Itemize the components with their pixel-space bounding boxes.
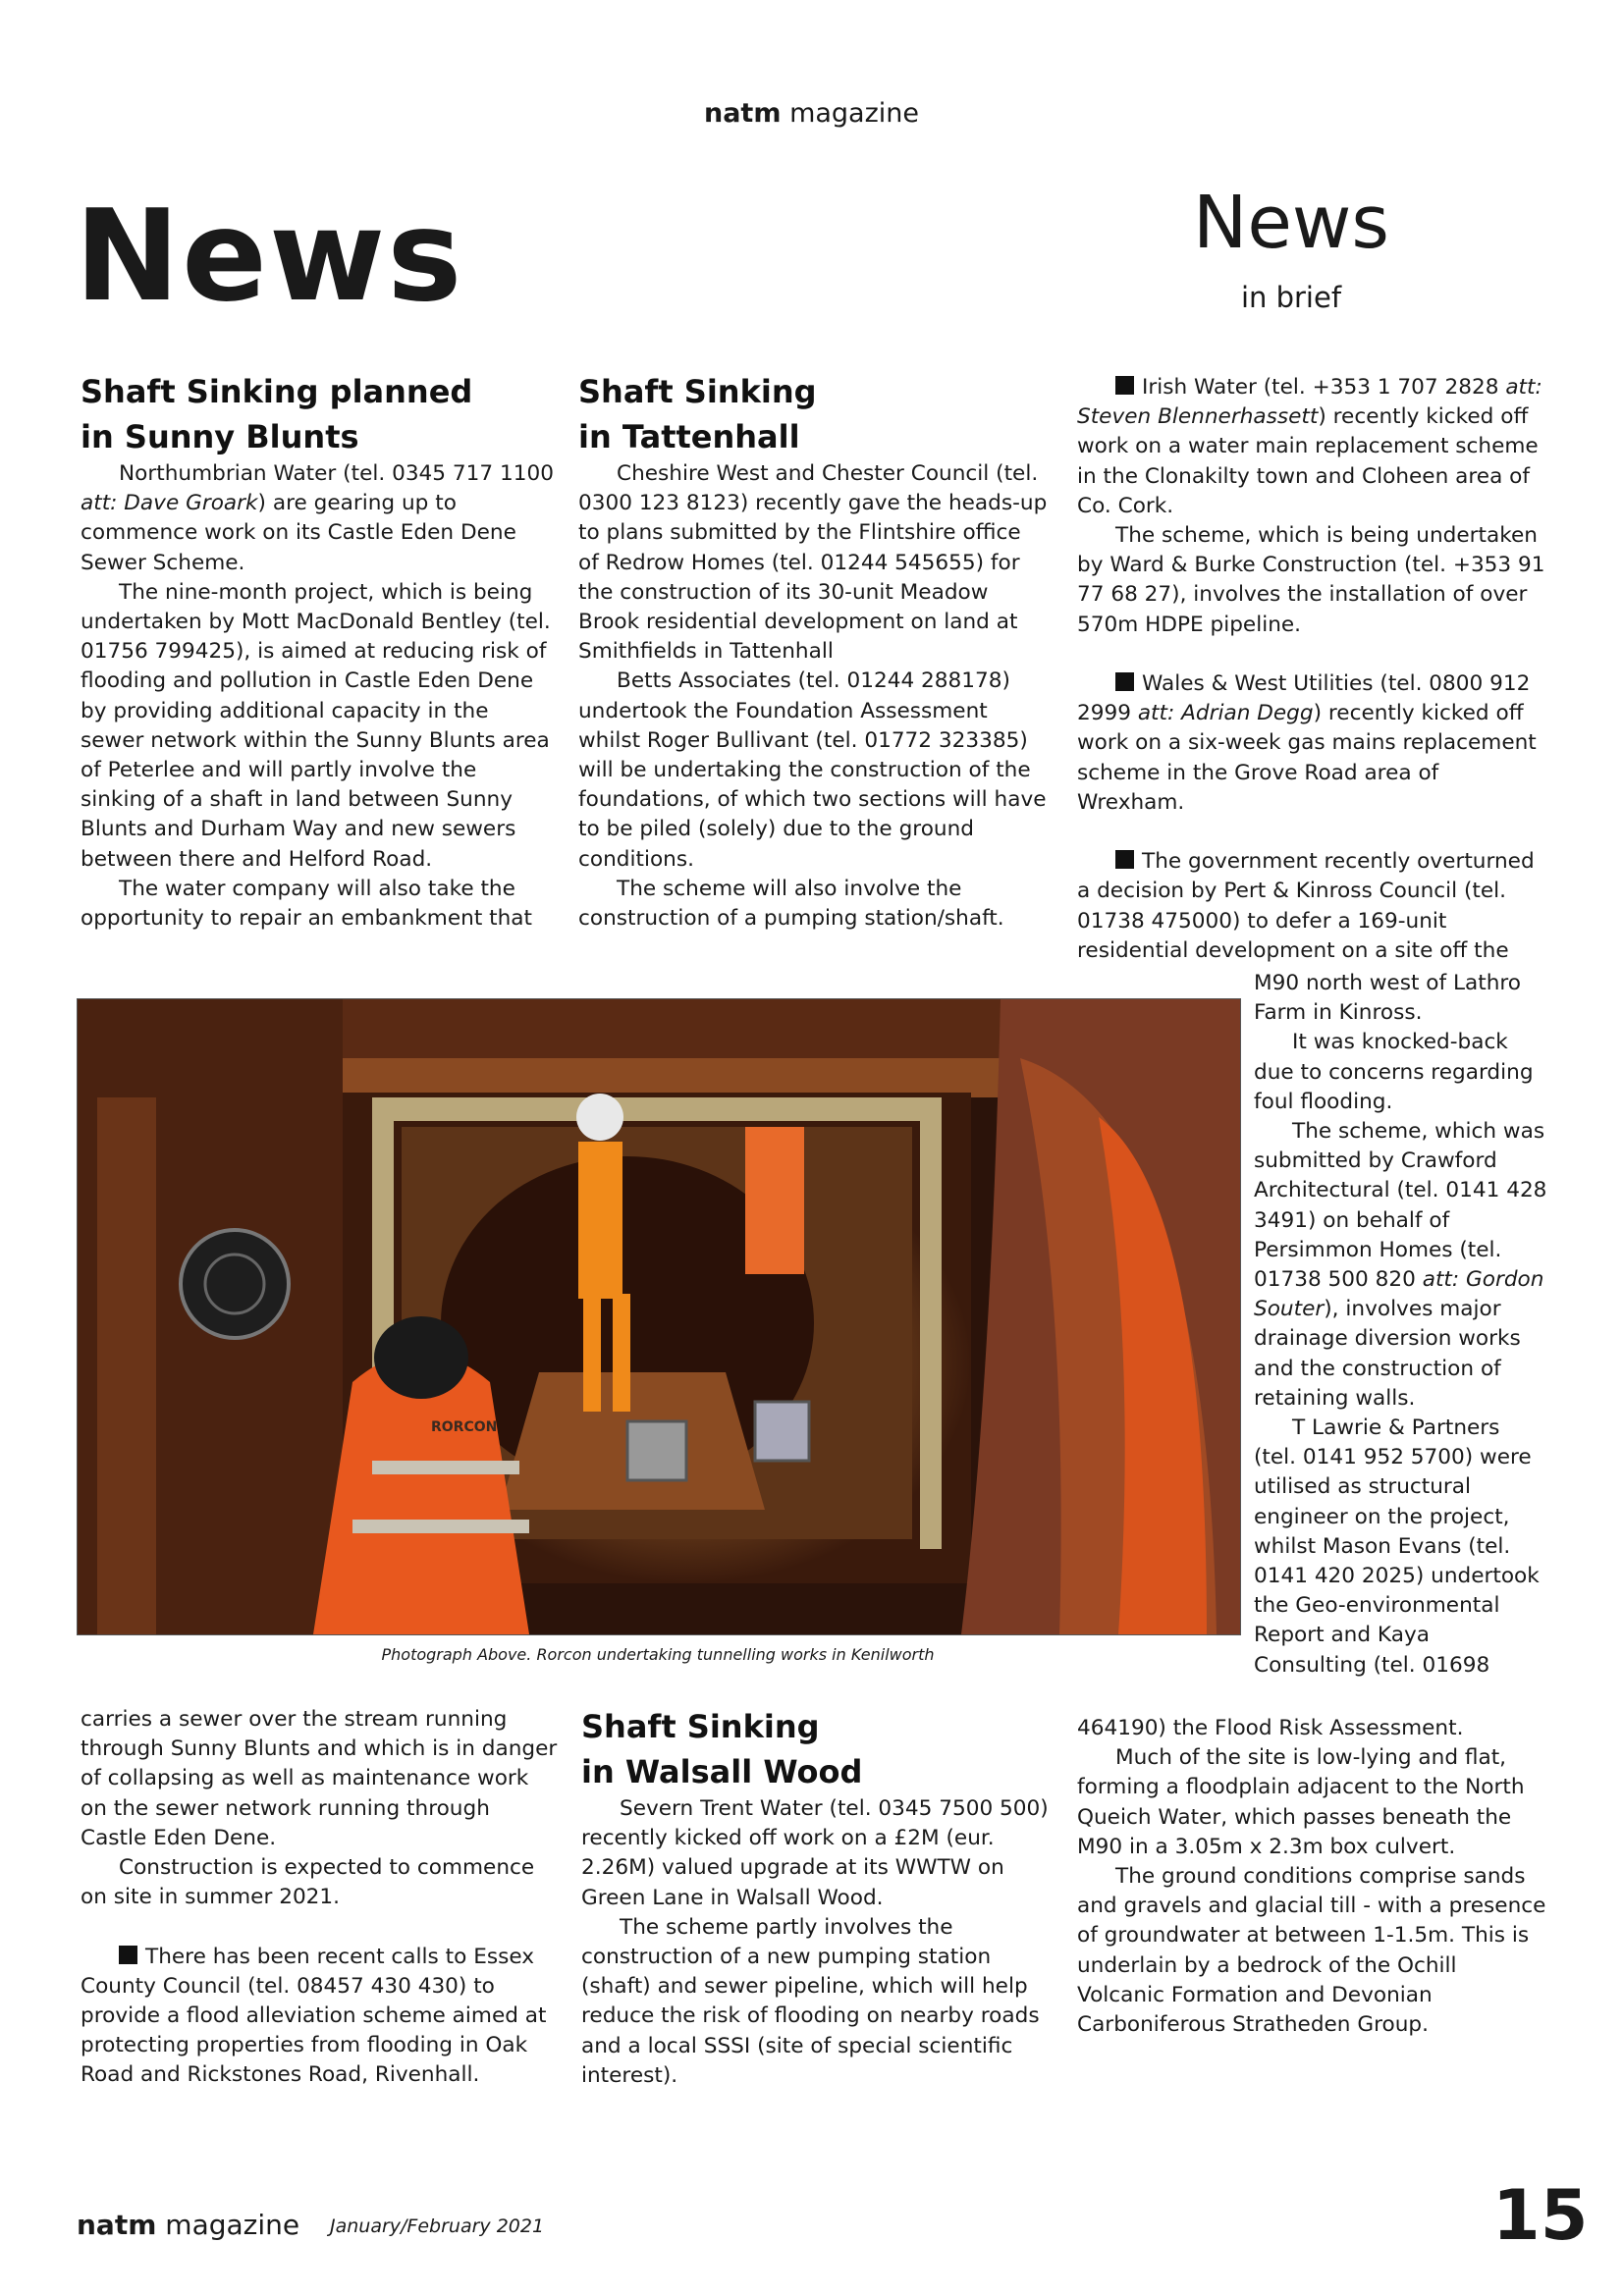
vest-text: RORCON	[431, 1419, 498, 1435]
article-walsall-wood	[581, 1704, 1058, 2091]
text-run: Irish Water (tel. +353 1 707 2828	[1142, 375, 1506, 400]
footer-brand-rest: magazine	[165, 2209, 300, 2241]
paragraph: Severn Trent Water (tel. 0345 7500 500) recently kicked off work on a £2M (eur. 2.26M) valued upgrade at its WWTW on Green Lane in Walsall Wood.	[581, 1796, 1049, 1910]
paragraph: T Lawrie & Partners (tel. 0141 952 5700) were utilised as structural engineer on the project, whilst Mason Evans (tel. 0141 420 2025) undertook the Geo-environmental Report and Kaya Consulting (tel. 01698	[1254, 1415, 1540, 1678]
headline-line-1: Shaft Sinking planned	[81, 373, 473, 410]
paragraph: Much of the site is low-lying and flat, forming a floodplain adjacent to the North Queich Water, which passes beneath the M90 in a 3.05m x 2.3m box culvert.	[1077, 1745, 1525, 1859]
paragraph: Construction is expected to commence on site in summer 2021.	[81, 1855, 535, 1910]
text-run: ) recently kicked off work on a six-week gas mains replacement scheme in the Grove Road area of Wrexham.	[1077, 701, 1537, 815]
headline	[581, 1704, 1058, 1794]
article-tattenhall	[578, 369, 1048, 934]
photo-caption: Photograph Above. Rorcon undertaking tunnelling works in Kenilworth	[381, 1645, 935, 1664]
text-run: The scheme, which was submitted by Crawford Architectural (tel. 0141 428 3491) on behalf of Persimmon Homes (tel. 01738 500 820	[1254, 1119, 1547, 1293]
headline-line-1: Shaft Sinking	[581, 1708, 820, 1745]
footer-brand	[77, 2209, 299, 2241]
text-run: Wales & West Utilities (tel. 0800 912 2999	[1077, 671, 1531, 726]
brief-item-wales-west	[1077, 669, 1546, 818]
attention-name: att: Gordon Souter	[1254, 1267, 1544, 1322]
paragraph: Cheshire West and Chester Council (tel. 0300 123 8123) recently gave the heads-up to plans submitted by the Flintshire office of Redrow Homes (tel. 01244 545655) for the construction of its 30-unit Meadow Brook residential development on land at Smithfields in Tattenhall	[578, 461, 1048, 665]
text-run: ) are gearing up to commence work on its Castle Eden Dene Sewer Scheme.	[81, 491, 516, 575]
article-sunny-blunts	[81, 369, 554, 934]
text-run: The government recently overturned a decision by Pert & Kinross Council (tel. 01738 475000) to defer a 169-unit residential development on a site off the	[1077, 849, 1535, 963]
bullet-square-icon	[1115, 850, 1134, 869]
section-title: News	[75, 184, 464, 330]
text-run: There has been recent calls to Essex County Council (tel. 08457 430 430) to provide a flood alleviation scheme aimed at protecting properties from flooding in Oak Road and Rickstones Road, Rivenhall.	[81, 1944, 547, 2088]
paragraph: carries a sewer over the stream running through Sunny Blunts and which is in danger of collapsing as well as maintenance work on the sewer network running through Castle Eden Dene.	[81, 1707, 558, 1850]
footer-date: January/February 2021	[330, 2216, 545, 2237]
brief-title: News	[1193, 181, 1389, 265]
footer-brand-bold: natm	[77, 2209, 157, 2241]
headline	[81, 369, 554, 459]
brief-item-irish-water	[1077, 373, 1546, 521]
paragraph	[1254, 1117, 1548, 1414]
attention-name: att: Adrian Degg	[1137, 701, 1314, 726]
headline	[578, 369, 1048, 459]
paragraph: The scheme will also involve the construction of a pumping station/shaft.	[578, 876, 1004, 932]
paragraph: M90 north west of Lathro Farm in Kinross.	[1254, 971, 1521, 1026]
news-in-brief-narrow	[1254, 969, 1548, 1681]
paragraph: It was knocked-back due to concerns regarding foul flooding.	[1254, 1030, 1534, 1114]
paragraph: The ground conditions comprise sands and gravels and glacial till - with a presence of groundwater at between 1-1.5m. This is underlain by a bedrock of the Ochill Volcanic Formation and Devonian Carboniferous Stratheden Group.	[1077, 1864, 1546, 2038]
bullet-square-icon	[1115, 376, 1134, 395]
article-sunny-blunts-continued	[81, 1705, 562, 2091]
text-run: ), involves major drainage diversion works and the construction of retaining walls.	[1254, 1297, 1521, 1411]
paragraph: The water company will also take the opportunity to repair an embankment that	[81, 876, 532, 932]
headline-line-2: in Tattenhall	[578, 418, 800, 455]
brief-item-government	[1077, 847, 1546, 966]
masthead-brand-bold: natm	[703, 98, 782, 129]
paragraph: Betts Associates (tel. 01244 288178) undertook the Foundation Assessment whilst Roger Bullivant (tel. 01772 323385) will be undertaking the construction of the foundations, of which two sections will have to be piled (solely) due to the ground conditions.	[578, 668, 1047, 872]
text-run: ) recently kicked off work on a water main replacement scheme in the Clonakilty town and Cloheen area of Co. Cork.	[1077, 404, 1539, 518]
bullet-square-icon	[1115, 672, 1134, 691]
masthead-brand-rest: magazine	[789, 98, 919, 129]
headline-line-2: in Walsall Wood	[581, 1753, 863, 1790]
attention-name: att: Steven Blennerhassett	[1077, 375, 1542, 430]
paragraph	[81, 459, 554, 578]
paragraph: 464190) the Flood Risk Assessment.	[1077, 1716, 1464, 1740]
news-in-brief-top	[1077, 373, 1546, 966]
paragraph: The scheme, which is being undertaken by Ward & Burke Construction (tel. +353 91 77 68 27), involves the installation of over 570m HDPE pipeline.	[1077, 523, 1545, 637]
text-run: Northumbrian Water (tel. 0345 717 1100	[119, 461, 554, 486]
attention-name: att: Dave Groark	[81, 491, 258, 516]
headline-line-1: Shaft Sinking	[578, 373, 817, 410]
paragraph: The scheme partly involves the construction of a new pumping station (shaft) and sewer pipeline, which will help reduce the risk of flooding on nearby roads and a local SSSI (site of special scientific interest).	[581, 1914, 1040, 2088]
news-in-brief-bottom	[1077, 1714, 1546, 2040]
paragraph: The nine-month project, which is being undertaken by Mott MacDonald Bentley (tel. 01756 799425), is aimed at reducing risk of flooding and pollution in Castle Eden Dene by providing additional capacity in the sewer network within the Sunny Blunts area of Peterlee and will partly involve the sinking of a shaft in land between Sunny Blunts and Durham Way and new sewers between there and Helford Road.	[81, 579, 551, 872]
tunnel-photo	[77, 998, 1241, 1635]
headline-line-2: in Sunny Blunts	[81, 418, 359, 455]
masthead	[0, 98, 1623, 129]
page-number: 15	[1492, 2175, 1589, 2256]
brief-item-essex	[81, 1943, 562, 2091]
bullet-square-icon	[119, 1946, 137, 1964]
brief-subtitle: in brief	[1240, 281, 1342, 314]
